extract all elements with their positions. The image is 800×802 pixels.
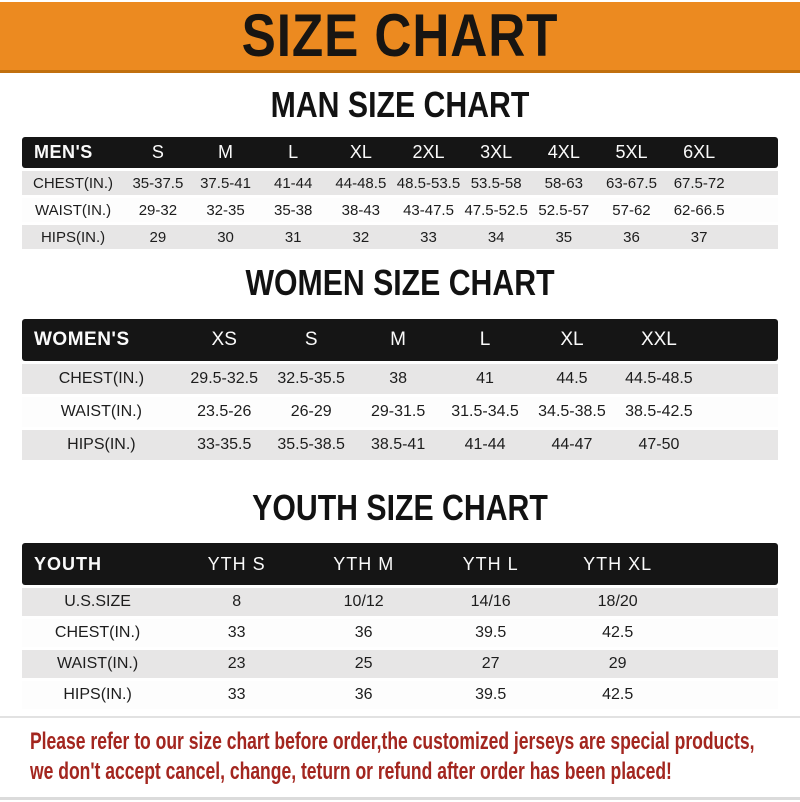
size-value-cell: 38.5-42.5 bbox=[615, 397, 702, 427]
table-row bbox=[22, 225, 778, 249]
table-header-row bbox=[22, 137, 778, 168]
row-label: CHEST(IN.) bbox=[22, 364, 181, 394]
size-value-cell: 41-44 bbox=[259, 171, 327, 195]
column-header: 3XL bbox=[462, 137, 530, 168]
size-value-cell: 33 bbox=[173, 619, 300, 647]
column-header: M bbox=[192, 137, 260, 168]
women-section-title: WOMEN SIZE CHART bbox=[245, 262, 555, 303]
size-value-cell: 34 bbox=[462, 225, 530, 249]
row-label: CHEST(IN.) bbox=[22, 171, 124, 195]
size-value-cell: 23 bbox=[173, 650, 300, 678]
column-header: L bbox=[442, 319, 529, 361]
table-row bbox=[22, 171, 778, 195]
column-header: YTH M bbox=[300, 543, 427, 585]
row-label: WAIST(IN.) bbox=[22, 397, 181, 427]
man-section-title: MAN SIZE CHART bbox=[270, 84, 530, 125]
table-row bbox=[22, 588, 778, 616]
size-value-cell: 38-43 bbox=[327, 198, 395, 222]
size-value-cell: 36 bbox=[300, 619, 427, 647]
size-value-cell: 37.5-41 bbox=[192, 171, 260, 195]
table-header-row bbox=[22, 319, 778, 361]
size-value-cell: 36 bbox=[598, 225, 666, 249]
row-label: CHEST(IN.) bbox=[22, 619, 173, 647]
size-value-cell: 34.5-38.5 bbox=[529, 397, 616, 427]
size-table bbox=[22, 134, 778, 252]
size-value-cell: 32.5-35.5 bbox=[268, 364, 355, 394]
row-spacer bbox=[681, 681, 778, 709]
size-value-cell: 31 bbox=[259, 225, 327, 249]
column-header: YTH XL bbox=[554, 543, 681, 585]
size-value-cell: 25 bbox=[300, 650, 427, 678]
size-table bbox=[22, 540, 778, 712]
size-value-cell: 8 bbox=[173, 588, 300, 616]
youth-section-title: YOUTH SIZE CHART bbox=[252, 487, 548, 528]
order-policy-note bbox=[0, 716, 800, 787]
row-label: HIPS(IN.) bbox=[22, 225, 124, 249]
size-value-cell: 29-31.5 bbox=[355, 397, 442, 427]
size-value-cell: 35-38 bbox=[259, 198, 327, 222]
size-value-cell: 39.5 bbox=[427, 619, 554, 647]
size-value-cell: 42.5 bbox=[554, 619, 681, 647]
section-man bbox=[0, 86, 800, 252]
table-row bbox=[22, 198, 778, 222]
size-value-cell: 47.5-52.5 bbox=[462, 198, 530, 222]
size-value-cell: 26-29 bbox=[268, 397, 355, 427]
size-value-cell: 44.5-48.5 bbox=[615, 364, 702, 394]
row-spacer bbox=[681, 588, 778, 616]
size-value-cell: 33 bbox=[395, 225, 463, 249]
row-spacer bbox=[681, 619, 778, 647]
size-table bbox=[22, 316, 778, 463]
row-spacer bbox=[702, 364, 778, 394]
size-value-cell: 14/16 bbox=[427, 588, 554, 616]
row-label: WAIST(IN.) bbox=[22, 650, 173, 678]
row-spacer bbox=[681, 650, 778, 678]
size-value-cell: 44-48.5 bbox=[327, 171, 395, 195]
size-value-cell: 47-50 bbox=[615, 430, 702, 460]
size-value-cell: 29.5-32.5 bbox=[181, 364, 268, 394]
section-youth bbox=[0, 489, 800, 712]
table-row bbox=[22, 397, 778, 427]
size-value-cell: 38 bbox=[355, 364, 442, 394]
table-corner-label: MEN'S bbox=[22, 137, 124, 168]
size-value-cell: 10/12 bbox=[300, 588, 427, 616]
header-spacer bbox=[733, 137, 778, 168]
size-value-cell: 43-47.5 bbox=[395, 198, 463, 222]
column-header: YTH S bbox=[173, 543, 300, 585]
note-line-1: Please refer to our size chart before order,the customized jerseys are special products, bbox=[30, 728, 755, 755]
row-spacer bbox=[702, 397, 778, 427]
size-value-cell: 27 bbox=[427, 650, 554, 678]
size-value-cell: 44-47 bbox=[529, 430, 616, 460]
column-header: XL bbox=[529, 319, 616, 361]
table-corner-label: YOUTH bbox=[22, 543, 173, 585]
size-value-cell: 29 bbox=[124, 225, 192, 249]
size-value-cell: 29-32 bbox=[124, 198, 192, 222]
size-value-cell: 18/20 bbox=[554, 588, 681, 616]
youth-section-heading bbox=[0, 489, 800, 527]
table-corner-label: WOMEN'S bbox=[22, 319, 181, 361]
size-value-cell: 32 bbox=[327, 225, 395, 249]
youth-size-table-container bbox=[22, 540, 778, 712]
size-value-cell: 23.5-26 bbox=[181, 397, 268, 427]
size-value-cell: 33-35.5 bbox=[181, 430, 268, 460]
size-value-cell: 41 bbox=[442, 364, 529, 394]
row-spacer bbox=[733, 198, 778, 222]
table-row bbox=[22, 681, 778, 709]
size-value-cell: 29 bbox=[554, 650, 681, 678]
row-label: HIPS(IN.) bbox=[22, 681, 173, 709]
row-label: HIPS(IN.) bbox=[22, 430, 181, 460]
size-value-cell: 39.5 bbox=[427, 681, 554, 709]
column-header: S bbox=[268, 319, 355, 361]
row-label: U.S.SIZE bbox=[22, 588, 173, 616]
size-value-cell: 35.5-38.5 bbox=[268, 430, 355, 460]
men-size-table-container bbox=[22, 134, 778, 252]
women-section-heading bbox=[0, 264, 800, 302]
row-label: WAIST(IN.) bbox=[22, 198, 124, 222]
table-row bbox=[22, 650, 778, 678]
row-spacer bbox=[733, 225, 778, 249]
size-value-cell: 30 bbox=[192, 225, 260, 249]
column-header: YTH L bbox=[427, 543, 554, 585]
size-value-cell: 35 bbox=[530, 225, 598, 249]
size-value-cell: 53.5-58 bbox=[462, 171, 530, 195]
size-value-cell: 31.5-34.5 bbox=[442, 397, 529, 427]
table-header-row bbox=[22, 543, 778, 585]
size-value-cell: 62-66.5 bbox=[665, 198, 733, 222]
column-header: 6XL bbox=[665, 137, 733, 168]
banner-title: SIZE CHART bbox=[241, 2, 559, 70]
table-row bbox=[22, 430, 778, 460]
column-header: M bbox=[355, 319, 442, 361]
column-header: 4XL bbox=[530, 137, 598, 168]
size-value-cell: 52.5-57 bbox=[530, 198, 598, 222]
note-line-2: we don't accept cancel, change, teturn or refund after order has been placed! bbox=[30, 758, 672, 785]
size-value-cell: 38.5-41 bbox=[355, 430, 442, 460]
column-header: L bbox=[259, 137, 327, 168]
size-value-cell: 35-37.5 bbox=[124, 171, 192, 195]
size-value-cell: 63-67.5 bbox=[598, 171, 666, 195]
column-header: XS bbox=[181, 319, 268, 361]
section-women bbox=[0, 264, 800, 463]
size-value-cell: 48.5-53.5 bbox=[395, 171, 463, 195]
size-value-cell: 57-62 bbox=[598, 198, 666, 222]
row-spacer bbox=[702, 430, 778, 460]
column-header: S bbox=[124, 137, 192, 168]
column-header: 2XL bbox=[395, 137, 463, 168]
row-spacer bbox=[733, 171, 778, 195]
man-section-heading bbox=[0, 86, 800, 124]
size-value-cell: 41-44 bbox=[442, 430, 529, 460]
header-spacer bbox=[681, 543, 778, 585]
table-row bbox=[22, 364, 778, 394]
size-value-cell: 44.5 bbox=[529, 364, 616, 394]
size-value-cell: 33 bbox=[173, 681, 300, 709]
size-value-cell: 42.5 bbox=[554, 681, 681, 709]
size-value-cell: 58-63 bbox=[530, 171, 598, 195]
size-chart-banner bbox=[0, 2, 800, 73]
column-header: XXL bbox=[615, 319, 702, 361]
size-value-cell: 67.5-72 bbox=[665, 171, 733, 195]
size-value-cell: 32-35 bbox=[192, 198, 260, 222]
column-header: XL bbox=[327, 137, 395, 168]
column-header: 5XL bbox=[598, 137, 666, 168]
size-value-cell: 37 bbox=[665, 225, 733, 249]
table-row bbox=[22, 619, 778, 647]
size-value-cell: 36 bbox=[300, 681, 427, 709]
header-spacer bbox=[702, 319, 778, 361]
women-size-table-container bbox=[22, 316, 778, 463]
